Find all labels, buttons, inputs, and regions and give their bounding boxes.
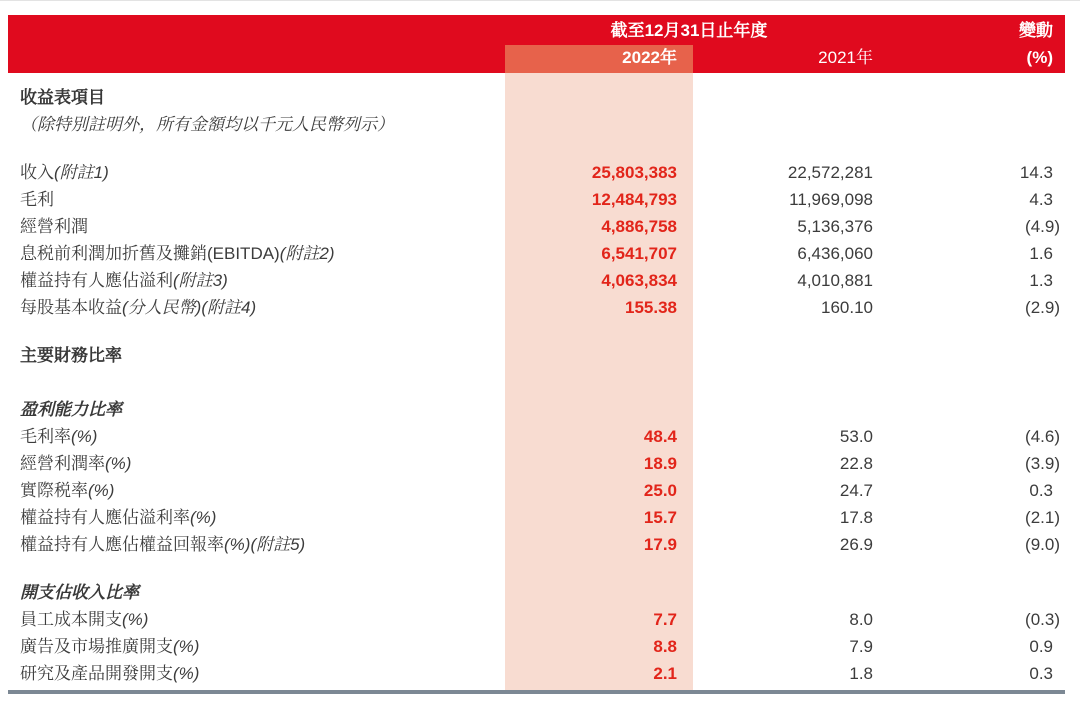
row-label: 經營利潤: [20, 217, 88, 236]
row-label-note: (附註1): [54, 163, 109, 182]
spacer: [8, 138, 1065, 159]
table-row: [8, 450, 1065, 477]
value-change-pct: (9.0): [1025, 535, 1060, 554]
table-header-bar: [8, 15, 1065, 73]
table-row: [8, 186, 1065, 213]
financial-table-body: [8, 73, 1065, 687]
row-label: 權益持有人應佔溢利: [20, 271, 173, 290]
value-change-pct: 0.3: [1029, 481, 1053, 500]
table-row: [8, 606, 1065, 633]
row-label: 開支佔收入比率: [20, 583, 139, 602]
value-2021: 8.0: [849, 610, 873, 629]
row-label: 收入: [20, 163, 54, 182]
row-label: 盈利能力比率: [20, 400, 122, 419]
value-2021: 24.7: [839, 481, 873, 500]
value-2021: 7.9: [849, 637, 873, 656]
value-change-pct: 14.3: [1019, 163, 1053, 182]
period-title: 截至12月31日止年度: [610, 21, 768, 40]
table-row: [8, 342, 1065, 369]
row-label-note: (附註3): [173, 271, 228, 290]
spacer: [8, 73, 1065, 84]
value-2022: 15.7: [643, 508, 677, 527]
value-2021: 6,436,060: [797, 244, 873, 263]
spacer: [8, 369, 1065, 396]
value-change-pct: 0.9: [1029, 637, 1053, 656]
row-label-note: (%): [71, 427, 98, 446]
value-2022: [505, 579, 693, 606]
value-2022: [505, 84, 693, 111]
value-change-pct: (4.9): [1025, 217, 1060, 236]
value-change-pct: (4.6): [1025, 427, 1060, 446]
row-label-note: (附註2): [279, 244, 335, 263]
value-2022: [505, 342, 693, 369]
value-2021: 1.8: [849, 664, 873, 683]
year-2021-column-header: 2021年: [818, 48, 873, 67]
value-2021: [693, 111, 878, 138]
value-2022: 4,886,758: [601, 217, 677, 236]
row-label-note: (%): [105, 454, 132, 473]
table-row: [8, 294, 1065, 321]
change-unit-header: (%): [1026, 48, 1053, 67]
value-change-pct: [878, 579, 1065, 606]
value-2021: 22.8: [839, 454, 873, 473]
row-label-note: (%): [173, 664, 200, 683]
value-2021: 26.9: [839, 535, 873, 554]
table-row: [8, 423, 1065, 450]
value-2021: [693, 84, 878, 111]
table-row: [8, 579, 1065, 606]
value-change-pct: 4.3: [1029, 190, 1053, 209]
change-column-header: 變動: [1019, 21, 1053, 40]
value-change-pct: 1.3: [1029, 271, 1053, 290]
value-change-pct: [878, 396, 1065, 423]
row-label: 毛利率: [20, 427, 71, 446]
value-change-pct: 1.6: [1029, 244, 1053, 263]
table-row: [8, 633, 1065, 660]
value-2022: 155.38: [625, 298, 677, 317]
value-change-pct: [878, 342, 1065, 369]
row-label: 收益表項目: [20, 88, 105, 107]
value-2021: [693, 396, 878, 423]
row-label-note: (%): [122, 610, 149, 629]
row-label-note: (%): [173, 637, 200, 656]
row-label: 廣告及市場推廣開支: [20, 637, 173, 656]
value-change-pct: (3.9): [1025, 454, 1060, 473]
table-row: [8, 240, 1065, 267]
row-label: 實際税率: [20, 481, 88, 500]
table-row: [8, 111, 1065, 138]
value-2021: 22,572,281: [787, 163, 873, 182]
value-change-pct: [878, 111, 1065, 138]
value-2022: 25,803,383: [591, 163, 677, 182]
row-label: 息税前利潤加折舊及攤銷(EBITDA): [20, 244, 280, 263]
spacer: [8, 558, 1065, 579]
table-row: [8, 660, 1065, 687]
value-2022: 25.0: [643, 481, 677, 500]
value-2021: 11,969,098: [789, 190, 873, 209]
year-2022-column-header: 2022年: [622, 48, 677, 67]
table-row: [8, 477, 1065, 504]
table-row: [8, 267, 1065, 294]
value-2022: 18.9: [643, 454, 677, 473]
value-2022: [505, 111, 693, 138]
table-row: [8, 531, 1065, 558]
value-2021: [693, 579, 878, 606]
row-label-note: (%): [88, 481, 115, 500]
row-label: 研究及產品開發開支: [20, 664, 173, 683]
row-label: 權益持有人應佔溢利率: [20, 508, 190, 527]
row-label-note: (%)(附註5): [224, 535, 306, 554]
value-2022: 12,484,793: [591, 190, 677, 209]
row-label: 經營利潤率: [20, 454, 105, 473]
value-2021: 5,136,376: [797, 217, 873, 236]
row-label: 毛利: [20, 190, 54, 209]
value-2022: 2.1: [653, 664, 677, 683]
spacer: [8, 321, 1065, 342]
row-label: 每股基本收益: [20, 298, 122, 317]
value-change-pct: [878, 84, 1065, 111]
row-label: 權益持有人應佔權益回報率: [20, 535, 224, 554]
value-2021: [693, 342, 878, 369]
value-2022: 7.7: [653, 610, 677, 629]
row-label-note: (分人民幣)(附註4): [122, 298, 257, 317]
value-2022: 17.9: [643, 535, 677, 554]
row-label-note: (%): [190, 508, 217, 527]
table-row: [8, 504, 1065, 531]
table-row: [8, 213, 1065, 240]
value-change-pct: (2.1): [1025, 508, 1060, 527]
table-row: [8, 84, 1065, 111]
value-change-pct: 0.3: [1029, 664, 1053, 683]
value-change-pct: (0.3): [1025, 610, 1060, 629]
value-2021: 17.8: [839, 508, 873, 527]
value-2022: 6,541,707: [601, 244, 677, 263]
value-2022: 48.4: [643, 427, 677, 446]
value-2021: 53.0: [839, 427, 873, 446]
row-label: 主要財務比率: [20, 346, 122, 365]
value-2021: 160.10: [821, 298, 873, 317]
value-2022: [505, 396, 693, 423]
value-2022: 4,063,834: [601, 271, 677, 290]
table-row: [8, 396, 1065, 423]
table-bottom-rule: [8, 690, 1065, 694]
table-row: [8, 159, 1065, 186]
row-label: 員工成本開支: [20, 610, 122, 629]
row-label: （除特別註明外，所有金額均以千元人民幣列示）: [20, 115, 394, 134]
value-2021: 4,010,881: [797, 271, 873, 290]
value-2022: 8.8: [653, 637, 677, 656]
value-change-pct: (2.9): [1025, 298, 1060, 317]
top-hairline: [0, 0, 1080, 1]
